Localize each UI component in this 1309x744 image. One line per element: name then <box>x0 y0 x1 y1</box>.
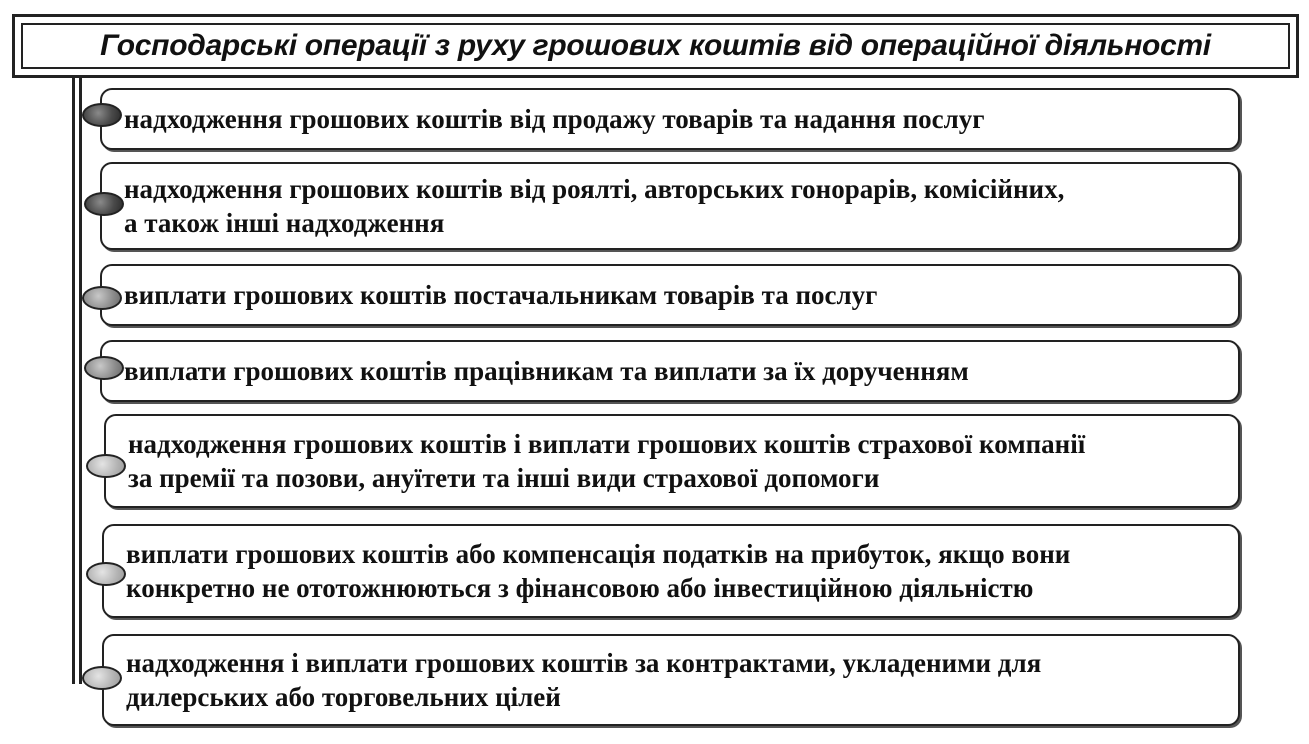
operation-item-line: виплати грошових коштів або компенсація податків на прибуток, якщо вони <box>126 539 1071 569</box>
bullet-dot-2 <box>84 192 124 216</box>
operation-item-text <box>124 278 877 312</box>
operation-item-text <box>124 102 985 136</box>
operation-item-text <box>126 537 1070 605</box>
operation-item-2 <box>100 162 1240 250</box>
operation-item-line: дилерських або торговельних цілей <box>126 682 561 712</box>
operation-item-text <box>128 427 1085 495</box>
operation-item-line: надходження грошових коштів від продажу товарів та надання послуг <box>124 104 985 134</box>
operation-item-line: виплати грошових коштів працівникам та виплати за їх дорученням <box>124 356 969 386</box>
operation-item-line: надходження грошових коштів і виплати грошових коштів страхової компанії <box>128 429 1086 459</box>
bullet-dot-1 <box>82 103 122 127</box>
operation-item-line: за премії та позови, ануїтети та інші види страхової допомоги <box>128 463 880 493</box>
operation-item-6 <box>102 524 1240 618</box>
diagram-title: Господарські операції з руху грошових коштів від операційної діяльності <box>100 29 1211 62</box>
operation-item-line: надходження і виплати грошових коштів за контрактами, укладеними для <box>126 648 1042 678</box>
operation-item-line: а також інші надходження <box>124 208 445 238</box>
operation-item-1 <box>100 88 1240 150</box>
diagram-spine-line <box>72 78 82 684</box>
operation-item-5 <box>104 414 1240 508</box>
operation-item-line: виплати грошових коштів постачальникам товарів та послуг <box>124 280 878 310</box>
bullet-dot-4 <box>84 356 124 380</box>
bullet-dot-6 <box>86 562 126 586</box>
operation-item-line: надходження грошових коштів від роялті, авторських гонорарів, комісійних, <box>124 174 1065 204</box>
operation-item-4 <box>100 340 1240 402</box>
operation-item-line: конкретно не ототожнюються з фінансовою або інвестиційною діяльністю <box>126 573 1034 603</box>
operation-item-text <box>124 354 969 388</box>
operation-item-3 <box>100 264 1240 326</box>
bullet-dot-5 <box>86 454 126 478</box>
diagram-title-inner-frame <box>21 23 1290 69</box>
operation-item-7 <box>102 634 1240 726</box>
operation-item-text <box>126 646 1041 714</box>
diagram-title-box <box>12 14 1299 78</box>
bullet-dot-7 <box>82 666 122 690</box>
operation-item-text <box>124 172 1064 240</box>
bullet-dot-3 <box>82 286 122 310</box>
